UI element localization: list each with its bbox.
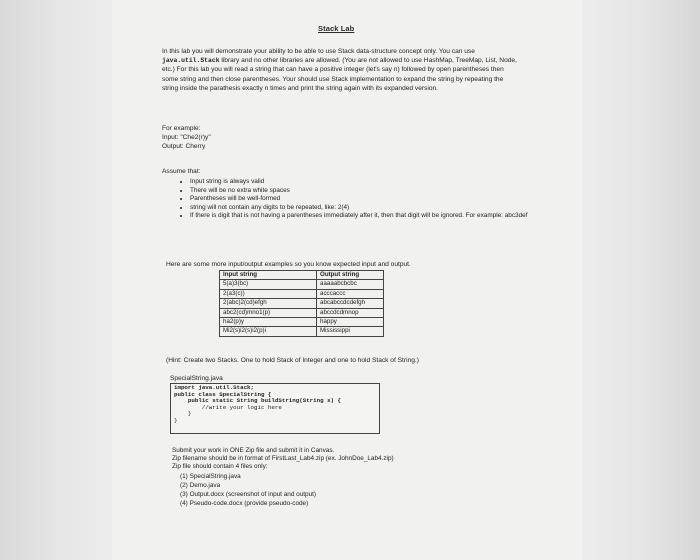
table-cell: 5(a)3(bc) bbox=[220, 280, 317, 289]
list-item: • If there is digit that is not having a parentheses immediately after it, then that digit will be ignored. For example: abc3def bbox=[190, 212, 530, 221]
column-header-input: Input string bbox=[220, 271, 317, 280]
table-cell: ha2(p)y bbox=[220, 317, 317, 326]
list-item: • Input string is always valid bbox=[190, 178, 530, 187]
code-line: public static String buildString(String s) { bbox=[174, 397, 341, 405]
table-cell: aaaaabcbcbc bbox=[317, 280, 384, 289]
submit-line: Zip filename should be in format of FirstLast_Lab4.zip (ex. JohnDoe_Lab4.zip) bbox=[172, 455, 394, 462]
file-list-item: (1) SpecialString.java bbox=[180, 473, 241, 480]
table-cell: abcabccdcdefgh bbox=[317, 299, 384, 308]
table-cell: abc2(cd)mno1(p) bbox=[220, 308, 317, 317]
intro-text-1: In this lab you will demonstrate your ability to be able to use Stack data-structure concept only. You can use bbox=[162, 48, 475, 55]
code-line: } bbox=[174, 410, 192, 418]
table-row bbox=[220, 280, 384, 289]
code-line: public class SpecialString { bbox=[174, 390, 272, 398]
table-cell: Mississippi bbox=[317, 327, 384, 336]
intro-library-name: java.util.Stack bbox=[162, 57, 220, 65]
example-heading: For example: bbox=[162, 125, 201, 132]
assumption-list bbox=[176, 178, 530, 221]
submit-line: Zip file should contain 4 files only: bbox=[172, 463, 268, 470]
list-item: • string will not contain any digits to be repeated, like: 2(4) bbox=[190, 204, 530, 213]
file-list-item: (3) Output.docx (screenshot of input and output) bbox=[180, 491, 317, 498]
table-intro: Here are some more input/output examples so you know expected input and output. bbox=[166, 261, 411, 268]
column-header-output: Output string bbox=[317, 271, 384, 280]
code-file-label: SpecialString.java bbox=[170, 375, 223, 382]
hint-text: (Hint: Create two Stacks. One to hold Stack of Integer and one to hold Stack of String.) bbox=[166, 357, 419, 364]
submit-line: Submit your work in ONE Zip file and submit it in Canvas. bbox=[172, 447, 335, 454]
table-cell: acccaccc bbox=[317, 289, 384, 298]
page-title: Stack Lab bbox=[318, 24, 355, 33]
table-row bbox=[220, 308, 384, 317]
intro-text-2: library and no other libraries are allowed. (You are not allowed to use HashMap, TreeMap, List, Node, etc.) For this lab you will read a string that can have a positive integer (let's say n) followed by open parentheses then some string and then close parentheses. Your should use Stack implementation to expand the string by repeating the string inside the parathesis exactly n times and print the string again with its expanded version. bbox=[162, 57, 517, 92]
table-row bbox=[220, 327, 384, 336]
table-cell: 2(abc)2(cd)efgh bbox=[220, 299, 317, 308]
table-cell: Mi2(s)i2(s)i2(p)i bbox=[220, 327, 317, 336]
file-list-item: (2) Demo.java bbox=[180, 482, 221, 489]
code-line: } bbox=[174, 416, 178, 424]
io-examples-table bbox=[219, 270, 384, 337]
file-list-item: (4) Pseudo-code.docx (provide pseudo-code) bbox=[180, 500, 309, 507]
table-row bbox=[220, 299, 384, 308]
table-row bbox=[220, 289, 384, 298]
assume-heading: Assume that: bbox=[162, 168, 201, 175]
table-row bbox=[220, 317, 384, 326]
example-input: Input: "Che2(r)y" bbox=[162, 134, 211, 141]
table-cell: happy bbox=[317, 317, 384, 326]
code-line: import java.util.Stack; bbox=[174, 384, 255, 391]
table-cell: 2(a3(c)) bbox=[220, 289, 317, 298]
intro-paragraph bbox=[162, 47, 517, 93]
code-block bbox=[170, 383, 380, 434]
list-item: • There will be no extra white spaces bbox=[190, 187, 530, 196]
list-item: • Parentheses will be well-formed bbox=[190, 195, 530, 204]
code-line: //write your logic here bbox=[174, 403, 282, 411]
example-output: Output: Cherry bbox=[162, 143, 206, 150]
table-header-row bbox=[220, 271, 384, 280]
table-cell: abccdcdmnop bbox=[317, 308, 384, 317]
